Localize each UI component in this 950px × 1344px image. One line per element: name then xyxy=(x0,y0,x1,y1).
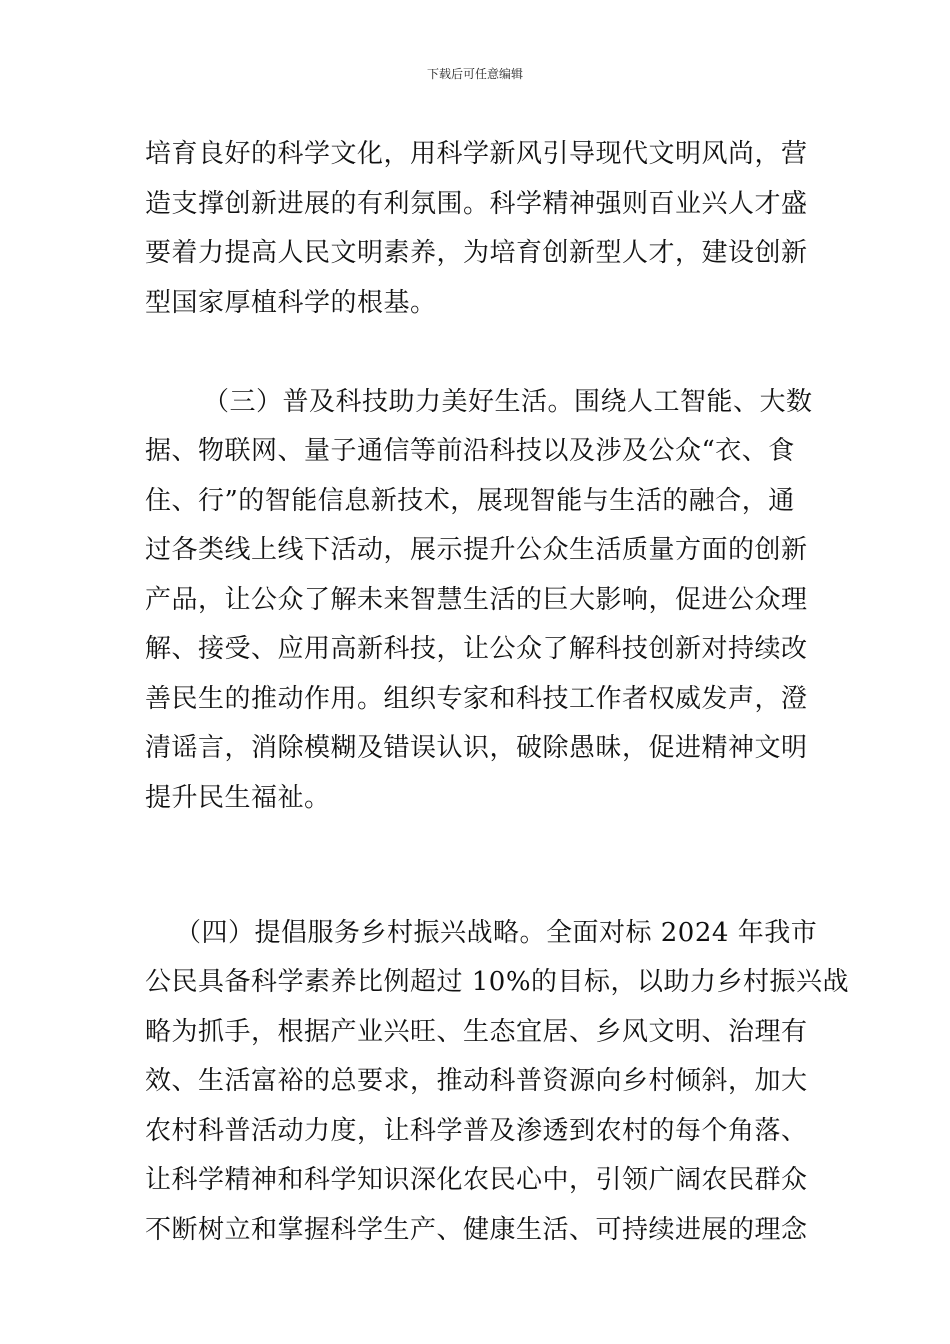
paragraph-line: 效、生活富裕的总要求，推动科普资源向乡村倾斜，加大 xyxy=(145,1066,808,1096)
paragraph-gap xyxy=(145,328,810,378)
paragraph-line: （三）普及科技助力美好生活。围绕人工智能、大数 xyxy=(203,386,813,417)
paragraph-line: 据、物联网、量子通信等前沿科技以及涉及公众“衣、食 xyxy=(145,436,795,466)
paragraph-line: 清谣言，消除模糊及错误认识，破除愚昧，促进精神文明 xyxy=(145,733,808,763)
paragraph-1 xyxy=(145,130,810,328)
paragraph-line: 型国家厚植科学的根基。 xyxy=(145,287,437,318)
paragraph-line: 农村科普活动力度，让科学普及渗透到农村的每个角落、 xyxy=(145,1115,808,1146)
paragraph-line: 造支撑创新进展的有利氛围。科学精神强则百业兴人才盛 xyxy=(145,188,808,219)
paragraph-line: 让科学精神和科学知识深化农民心中，引领广阔农民群众 xyxy=(145,1165,808,1195)
page-header: 下载后可任意编辑 xyxy=(426,67,523,81)
paragraph-line: 解、接受、应用高新科技，让公众了解科技创新对持续改 xyxy=(145,634,808,664)
paragraph-line: 略为抓手，根据产业兴旺、生态宜居、乡风文明、治理有 xyxy=(145,1016,808,1047)
paragraph-line: 过各类线上线下活动，展示提升公众生活质量方面的创新 xyxy=(145,535,808,565)
paragraph-line: 住、行”的智能信息新技术，展现智能与生活的融合，通 xyxy=(145,485,795,516)
document-body xyxy=(145,130,850,1255)
paragraph-3 xyxy=(145,909,850,1256)
paragraph-line: （四）提倡服务乡村振兴战略。全面对标 2024 年我市 xyxy=(175,917,818,948)
paragraph-line: 要着力提高人民文明素养，为培育创新型人才，建设创新 xyxy=(145,238,808,268)
paragraph-2 xyxy=(145,378,813,824)
paragraph-line: 善民生的推动作用。组织专家和科技工作者权威发声，澄 xyxy=(145,683,808,714)
paragraph-line: 不断树立和掌握科学生产、健康生活、可持续进展的理念 xyxy=(145,1214,808,1245)
paragraph-line: 提升民生福祉。 xyxy=(145,782,331,813)
paragraph-line: 产品，让公众了解未来智慧生活的巨大影响，促进公众理 xyxy=(145,584,808,615)
paragraph-line: 培育良好的科学文化，用科学新风引导现代文明风尚，营 xyxy=(145,139,808,169)
paragraph-gap xyxy=(145,823,810,873)
paragraph-line: 公民具备科学素养比例超过 10%的目标，以助力乡村振兴战 xyxy=(145,967,850,997)
